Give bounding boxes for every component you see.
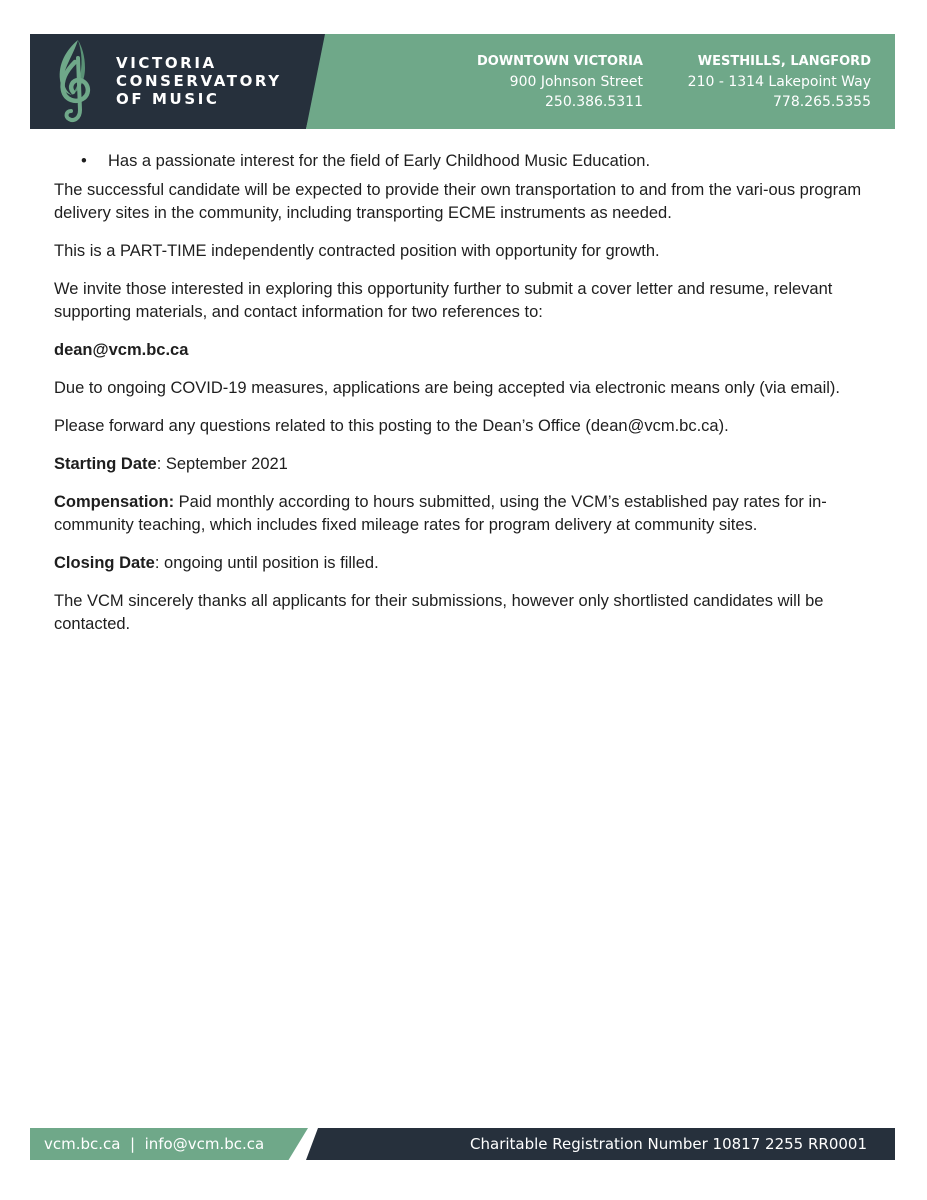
letterhead-footer — [30, 1128, 895, 1160]
footer-contact: vcm.bc.ca | info@vcm.bc.ca — [44, 1135, 265, 1153]
closing-date — [54, 552, 864, 575]
application-email[interactable]: dean@vcm.bc.ca — [54, 341, 189, 359]
starting-date — [54, 453, 864, 476]
location-name: WESTHILLS, LANGFORD — [697, 54, 871, 69]
compensation-label: Compensation: — [54, 493, 175, 511]
treble-clef-leaf-icon — [52, 38, 98, 126]
letterhead-header — [30, 34, 895, 129]
closing-date-label: Closing Date — [54, 554, 155, 572]
location-address: 210 - 1314 Lakepoint Way — [687, 74, 871, 90]
invite-paragraph: We invite those interested in exploring this opportunity further to submit a cover letter and resume, relevant supporting materials, and contact information for two references to: — [54, 280, 833, 321]
transport-paragraph: The successful candidate will be expected to provide their own transportation to and from the vari-ous program delivery sites in the community, including transporting ECME instruments as needed. — [54, 181, 862, 222]
logo-line-1: VICTORIA — [116, 54, 217, 72]
bullet-text: Has a passionate interest for the field of Early Childhood Music Education. — [108, 152, 651, 170]
logo-line-2: CONSERVATORY — [116, 72, 282, 90]
starting-date-value: : September 2021 — [156, 455, 288, 473]
closing-date-value: : ongoing until position is filled. — [154, 554, 379, 572]
footer-registration: Charitable Registration Number 10817 2255 RR0001 — [470, 1135, 867, 1153]
bullet-dot: • — [81, 152, 87, 170]
posting-body — [54, 150, 864, 651]
logo-line-3: OF MUSIC — [116, 90, 220, 108]
thanks-paragraph: The VCM sincerely thanks all applicants for their submissions, however only shortlisted candidates will be contacted. — [54, 592, 824, 633]
logo-wordmark — [116, 54, 282, 108]
location-phone: 778.265.5355 — [773, 94, 871, 110]
compensation-value: Paid monthly according to hours submitted, using the VCM’s established pay rates for in-community teaching, which includes fixed mileage rates for program delivery at community sites. — [54, 493, 827, 534]
location-address: 900 Johnson Street — [509, 74, 643, 90]
location-downtown — [477, 52, 643, 112]
compensation — [54, 491, 864, 537]
location-name: DOWNTOWN VICTORIA — [477, 54, 643, 69]
location-phone: 250.386.5311 — [545, 94, 643, 110]
questions-paragraph: Please forward any questions related to this posting to the Dean’s Office (dean@vcm.bc.ca). — [54, 417, 729, 435]
starting-date-label: Starting Date — [54, 455, 157, 473]
location-westhills — [688, 52, 871, 112]
requirement-bullet — [54, 150, 864, 173]
covid-paragraph: Due to ongoing COVID-19 measures, applications are being accepted via electronic means only (via email). — [54, 379, 840, 397]
parttime-paragraph: This is a PART-TIME independently contracted position with opportunity for growth. — [54, 242, 660, 260]
